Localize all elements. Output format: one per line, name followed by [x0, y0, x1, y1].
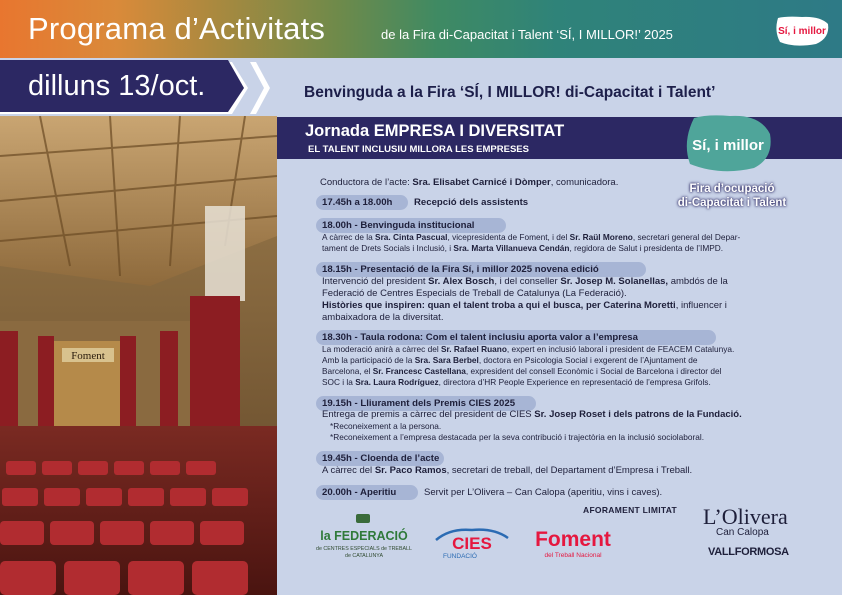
- svg-text:de CENTRES ESPECIALS de TREBAL: de CENTRES ESPECIALS de TREBALL: [316, 546, 412, 552]
- photo-sign-text: Foment: [71, 350, 105, 362]
- welcome-event-line2: tament de Drets Socials i Inclusió, i Sra. Marta Villanueva Cendán, regidora de Salut i presidenta de l’IMPD.: [322, 243, 724, 253]
- round-table-line4: SOC i la Sra. Laura Rodríguez, directora d’HR People Experience en representació de l’empresa Grifols.: [322, 377, 711, 387]
- welcome-heading: Benvinguda a la Fira ‘SÍ, I MILLOR! di-Capacitat i Talent’: [304, 84, 716, 101]
- round-table-title: 18.30h - Taula rodona: Com el talent inclusiu aporta valor a l’empresa: [322, 332, 638, 343]
- foment-logo: [527, 524, 619, 564]
- awards-title: 19.15h - Lliurament dels Premis CIES 2025: [322, 398, 516, 409]
- event-date: dilluns 13/oct.: [28, 70, 206, 102]
- svg-text:de CATALUNYA: de CATALUNYA: [345, 553, 383, 559]
- reception-time: 17.45h a 18.00h: [322, 197, 393, 208]
- page-subtitle: de la Fira di-Capacitat i Talent ‘SÍ, I MILLOR!’ 2025: [381, 27, 673, 42]
- page-title: Programa d’Activitats: [28, 11, 326, 46]
- jornada-subtitle: EL TALENT INCLUSIU MILLORA LES EMPRESES: [308, 144, 529, 155]
- presentation-title: 18.15h - Presentació de la Fira Sí, i millor 2025 novena edició: [322, 264, 599, 275]
- cies-logo: [430, 526, 514, 560]
- round-table-line2: Amb la participació de la Sra. Sara Berbel, doctora en Psicologia Social i exgerent de l’Ajuntament de: [322, 355, 698, 365]
- auditorium-photo: [0, 116, 277, 595]
- si-i-millor-badge-logo: [772, 14, 832, 48]
- fira-logo-text: Sí, i millor: [692, 137, 764, 154]
- federacio-logo: [316, 514, 412, 564]
- badge-text: Sí, i millor: [778, 26, 826, 37]
- round-table-line1: La moderació anirà a càrrec del Sr. Rafael Ruano, expert en inclusió laboral i president de FEACEM Catalunya.: [322, 344, 735, 354]
- olivera-subtitle: Can Calopa: [716, 527, 769, 538]
- round-table-line3: Barcelona, el Sr. Francesc Castellana, expresident del consell Econòmic i Social de Barcelona i director del: [322, 366, 722, 376]
- host-suffix: , comunicadora.: [550, 177, 619, 188]
- host-line: [320, 177, 618, 188]
- presentation-line3: Històries que inspiren: quan el talent troba a qui el busca, per Caterina Moretti, influencer i: [322, 300, 727, 311]
- aperitif-text: Servit per L’Olivera – Can Calopa (aperitiu, vins i caves).: [424, 487, 663, 498]
- olivera-logo: L’Olivera: [703, 504, 788, 529]
- jornada-title: Jornada EMPRESA I DIVERSITAT: [305, 122, 565, 140]
- host-name: Sra. Elisabet Carnicé i Dòmper: [412, 177, 551, 188]
- reception-text: Recepció dels assistents: [414, 197, 529, 208]
- host-prefix: Conductora de l’acte:: [320, 177, 413, 188]
- limited-capacity-notice: AFORAMENT LIMITAT: [583, 505, 678, 515]
- awards-line1: Entrega de premis a càrrec del president de CIES Sr. Josep Roset i dels patrons de la Fundació.: [322, 409, 742, 420]
- svg-text:la FEDERACIÓ: la FEDERACIÓ: [320, 529, 408, 543]
- aperitif-time: 20.00h - Aperitiu: [322, 487, 397, 498]
- welcome-event-line1: A càrrec de la Sra. Cinta Pascual, vicepresidenta de Foment, i del Sr. Raül Moreno, secretari general del Depar-: [322, 232, 741, 242]
- presentation-line1: Intervenció del president Sr. Alex Bosch, i del conseller Sr. Josep M. Solanellas, ambdós de la: [322, 276, 728, 287]
- svg-text:Foment: Foment: [535, 528, 611, 551]
- vallformosa-logo: VALLFORMOSA: [708, 546, 789, 558]
- svg-text:del Treball Nacional: del Treball Nacional: [544, 552, 602, 559]
- fira-caption: [662, 182, 802, 210]
- closing-title: 19.45h - Cloenda de l’acte: [322, 453, 440, 464]
- fira-caption-line2: di-Capacitat i Talent: [677, 197, 787, 209]
- presentation-line2: Federació de Centres Especials de Treball de Catalunya (La Federació).: [322, 288, 627, 299]
- closing-line1: A càrrec del Sr. Paco Ramos, secretari de treball, del Departament d’Empresa i Treball.: [322, 465, 693, 476]
- svg-text:CIES: CIES: [452, 534, 492, 553]
- welcome-event-title: 18.00h - Benvinguda institucional: [322, 220, 475, 231]
- fira-logo: [680, 112, 776, 176]
- presentation-line4: ambaixadora de la diversitat.: [322, 312, 444, 323]
- svg-text:FUNDACIÓ: FUNDACIÓ: [443, 553, 477, 560]
- awards-line2: *Reconeixement a la persona.: [330, 421, 442, 431]
- awards-line3: *Reconeixement a l’empresa destacada per la seva contribució i trajectòria en la inclusió sociolaboral.: [330, 432, 705, 442]
- fira-caption-line1: Fira d’ocupació: [689, 183, 775, 195]
